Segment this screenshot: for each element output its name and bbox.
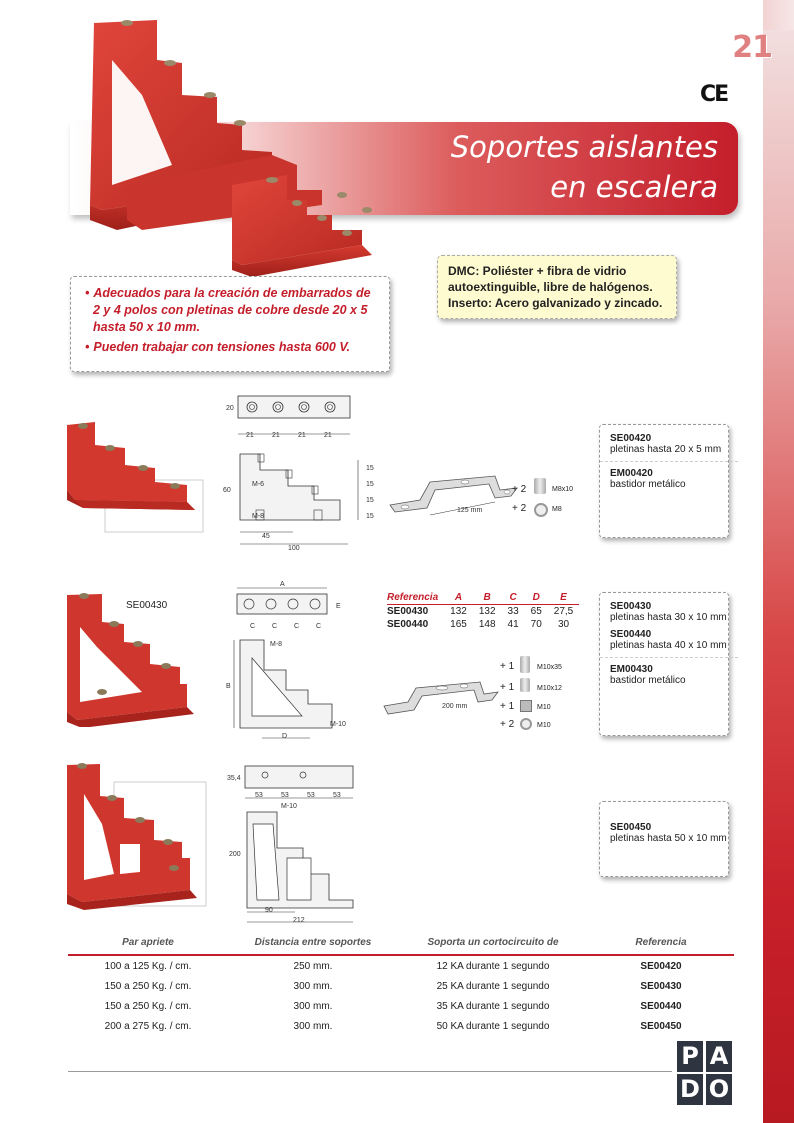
dim-label: A	[280, 581, 285, 588]
feature-item: • Pueden trabajar con tensiones hasta 600 V.	[93, 339, 379, 356]
dim-pitch: 53	[307, 792, 315, 799]
specs-header: Distancia entre soportes	[228, 935, 398, 955]
material-line: Inserto: Acero galvanizado y zincado.	[448, 296, 663, 310]
dim-pitch: 21	[246, 432, 254, 439]
material-line: autoextinguible, libre de halógenos.	[448, 280, 653, 294]
callout-desc: pletinas hasta 50 x 10 mm	[610, 833, 727, 844]
washer-icon	[534, 503, 548, 517]
mounting-bracket-drawing	[380, 678, 505, 723]
ref-cell: 41	[507, 619, 519, 630]
bolt-icon	[534, 478, 546, 494]
ref-cell: SE00430	[387, 606, 429, 617]
callout-code: EM00420	[610, 468, 653, 479]
product-label: SE00430	[126, 600, 168, 611]
bracket-length: 125 mm	[457, 507, 483, 514]
hardware-label: M10x35	[537, 664, 562, 671]
ref-row	[387, 618, 579, 631]
thread-label: M-8	[252, 513, 265, 520]
dim-label: E	[336, 603, 341, 610]
dim-top-height: 20	[226, 405, 234, 412]
table-cell: SE00450	[640, 1020, 682, 1032]
logo-letter: D	[677, 1074, 703, 1105]
table-row	[68, 955, 734, 976]
technical-drawing-se00450	[225, 760, 365, 928]
features-box	[70, 276, 390, 372]
feature-item: • Adecuados para la creación de embarrados de 2 y 4 polos con pletinas de cobre desde 20 x 5 hasta 50 x 10 mm.	[93, 285, 379, 336]
table-cell: 150 a 250 Kg. / cm.	[104, 1000, 192, 1012]
callout-code: SE00440	[610, 629, 652, 640]
table-row	[68, 1016, 734, 1036]
ref-row	[387, 605, 579, 619]
table-cell: 50 KA durante 1 segundo	[436, 1020, 550, 1032]
hardware-qty: + 2	[500, 719, 515, 730]
callout-code: SE00420	[610, 433, 652, 444]
table-cell: 12 KA durante 1 segundo	[436, 960, 550, 972]
page-title-line2: en escalera	[550, 170, 718, 204]
washer-icon	[520, 718, 532, 730]
specs-header: Soporta un cortocircuito de	[398, 935, 588, 955]
callout-desc: bastidor metálico	[610, 479, 686, 490]
callout-desc: pletinas hasta 30 x 10 mm	[610, 612, 727, 623]
hardware-label: M10	[537, 722, 551, 729]
table-cell: 300 mm.	[293, 1020, 333, 1032]
thread-label: M-10	[330, 721, 346, 728]
ref-cell: 27,5	[553, 606, 574, 617]
thread-label: M-6	[252, 481, 265, 488]
hardware-qty: + 1	[500, 661, 515, 672]
bolt-icon	[520, 656, 530, 673]
specs-table	[68, 935, 734, 1036]
table-cell: SE00430	[640, 980, 682, 992]
ref-cell: 132	[450, 606, 467, 617]
product-photo-se00420	[65, 420, 205, 535]
ref-header: Referencia	[387, 590, 444, 605]
callout-code: EM00430	[610, 664, 653, 675]
dim-step: 15	[366, 481, 374, 488]
logo-letter: A	[706, 1041, 732, 1072]
side-strip-gradient	[763, 30, 794, 1123]
dim-pitch: 21	[272, 432, 280, 439]
ref-cell: SE00440	[387, 619, 429, 630]
ref-cell: 148	[478, 619, 496, 630]
dim-label: C	[294, 623, 300, 630]
ref-cell: 65	[530, 606, 542, 617]
ce-mark: CE	[700, 82, 728, 107]
hardware-label: M10x12	[537, 685, 562, 692]
ref-header: D	[525, 590, 548, 605]
dim-width: 90	[265, 907, 273, 914]
dim-width: 100	[288, 545, 300, 552]
dim-step: 15	[366, 497, 374, 504]
logo-letter: O	[706, 1074, 732, 1105]
hardware-qty: + 2	[512, 484, 527, 495]
dim-label: D	[282, 733, 288, 740]
callout-se00430	[599, 592, 729, 736]
hardware-qty: + 2	[512, 503, 527, 514]
product-photo-se00450	[62, 762, 212, 912]
dim-height: 200	[229, 851, 241, 858]
table-cell: SE00440	[640, 1000, 682, 1012]
dim-pitch: 53	[281, 792, 289, 799]
dim-label: B	[226, 683, 231, 690]
hardware-label: M10	[537, 704, 551, 711]
page-title-line1: Soportes aislantes	[450, 130, 718, 164]
ref-cell: 132	[478, 606, 496, 617]
dim-top-height: 35,4	[227, 775, 241, 782]
callout-code: SE00450	[610, 822, 652, 833]
table-cell: 200 a 275 Kg. / cm.	[104, 1020, 192, 1032]
technical-drawing-se00430	[222, 578, 372, 748]
ref-cell: 33	[507, 606, 519, 617]
bracket-length: 200 mm	[442, 703, 468, 710]
dim-pitch: 21	[324, 432, 332, 439]
dim-width: 45	[262, 533, 270, 540]
thread-label: M-8	[270, 641, 283, 648]
technical-drawing-se00420	[218, 392, 378, 552]
dim-step: 15	[366, 465, 374, 472]
ref-header: C	[502, 590, 525, 605]
callout-desc: bastidor metálico	[610, 675, 686, 686]
table-cell: 100 a 125 Kg. / cm.	[104, 960, 192, 972]
hero-product-photo	[82, 15, 382, 280]
table-cell: 35 KA durante 1 segundo	[436, 1000, 550, 1012]
reference-dimension-table	[387, 590, 579, 631]
thread-label: M-10	[281, 803, 297, 810]
table-row	[68, 976, 734, 996]
ref-header: E	[548, 590, 579, 605]
bolt-icon	[520, 678, 530, 692]
table-cell: 250 mm.	[293, 960, 333, 972]
dim-width: 212	[293, 917, 305, 924]
dim-pitch: 53	[255, 792, 263, 799]
callout-se00450	[599, 801, 729, 877]
hardware-qty: + 1	[500, 701, 515, 712]
hardware-label: M8	[552, 506, 562, 513]
ref-cell: 165	[450, 619, 467, 630]
dim-label: C	[316, 623, 322, 630]
page-number: 21	[732, 30, 772, 65]
table-cell: SE00420	[640, 960, 682, 972]
callout-code: SE00430	[610, 601, 652, 612]
product-photo-se00430	[62, 592, 207, 727]
table-row	[68, 996, 734, 1016]
dim-label: C	[250, 623, 256, 630]
callout-desc: pletinas hasta 20 x 5 mm	[610, 444, 722, 455]
ref-header: B	[473, 590, 502, 605]
hardware-label: M8x10	[552, 486, 574, 493]
table-cell: 25 KA durante 1 segundo	[436, 980, 550, 992]
callout-se00420	[599, 424, 729, 538]
hardware-qty: + 1	[500, 682, 515, 693]
table-cell: 300 mm.	[293, 1000, 333, 1012]
ref-cell: 70	[530, 619, 542, 630]
logo-letter: P	[677, 1041, 703, 1072]
dim-label: C	[272, 623, 278, 630]
material-line: DMC: Poliéster + fibra de vidrio	[448, 264, 627, 278]
ref-header: A	[444, 590, 473, 605]
material-note	[437, 255, 677, 319]
table-cell: 300 mm.	[293, 980, 333, 992]
dim-step: 15	[366, 513, 374, 520]
specs-header: Referencia	[588, 935, 734, 955]
nut-icon	[520, 700, 532, 712]
dim-pitch: 53	[333, 792, 341, 799]
table-cell: 150 a 250 Kg. / cm.	[104, 980, 192, 992]
specs-header: Par apriete	[68, 935, 228, 955]
callout-desc: pletinas hasta 40 x 10 mm	[610, 640, 727, 651]
dim-height: 60	[223, 487, 231, 494]
footer-divider	[68, 1071, 672, 1072]
dim-pitch: 21	[298, 432, 306, 439]
ref-cell: 30	[557, 619, 570, 630]
